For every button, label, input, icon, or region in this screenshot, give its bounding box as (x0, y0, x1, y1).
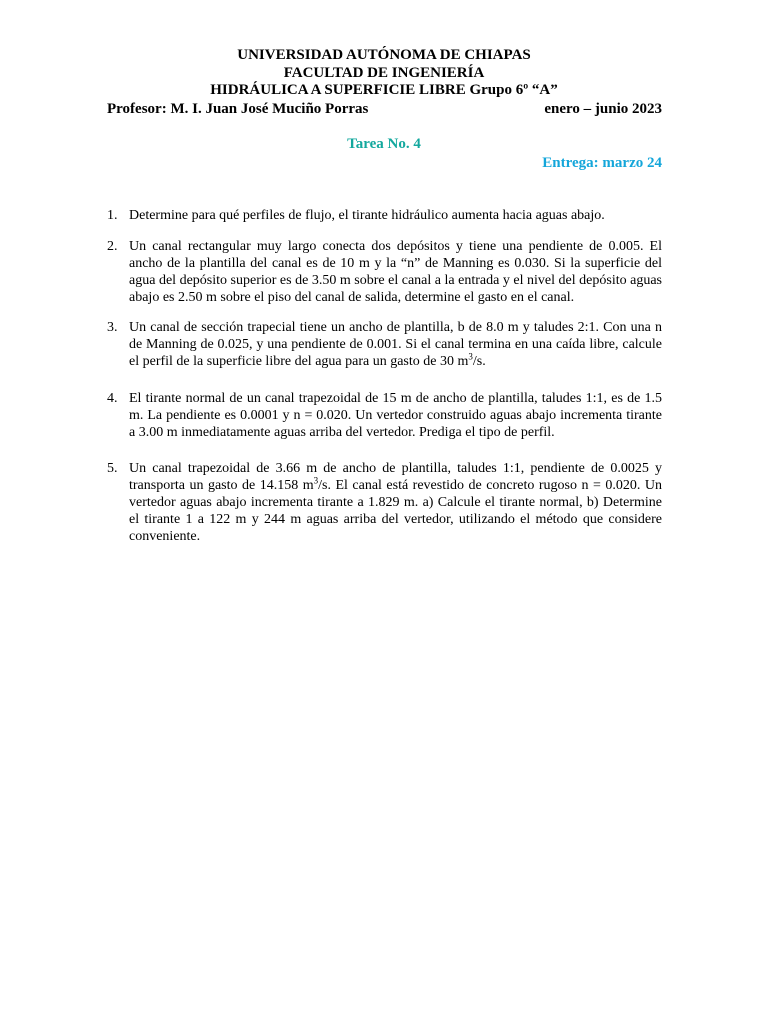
question-text-tail: /s. (472, 354, 486, 369)
superscript-cube: 3 (313, 475, 319, 486)
question-item (107, 207, 662, 224)
question-text-main: Un canal de sección trapecial tiene un ancho de plantilla, b de 8.0 m y taludes 2:1. Con una n de Manning de 0.025, y una pendiente de 0.001. Si el canal termina en una caída libre, calcule el perfil de la superficie libre del agua para un gasto de 30 m (129, 320, 662, 369)
professor-name: Profesor: M. I. Juan José Muciño Porras (107, 101, 369, 117)
university-name: UNIVERSIDAD AUTÓNOMA DE CHIAPAS (237, 47, 531, 63)
question-text (129, 319, 662, 370)
question-item (107, 238, 662, 306)
question-text-main: Un canal trapezoidal de 3.66 m de ancho de plantilla, taludes 1:1, pendiente de 0.0025 y transporta un gasto de 14.158 m (129, 461, 662, 493)
question-number: 1. (107, 208, 118, 223)
superscript-cube: 3 (468, 351, 473, 362)
question-item (107, 390, 662, 441)
question-number: 4. (107, 391, 118, 406)
question-number: 2. (107, 239, 118, 254)
document-header (0, 47, 768, 100)
question-item (107, 319, 662, 370)
faculty-name: FACULTAD DE INGENIERÍA (283, 64, 485, 81)
question-text-tail: /s. El canal está revestido de concreto rugoso n = 0.020. Un vertedor aguas abajo incrementa tirante a 1.829 m. a) Calcule el tirante normal, b) Determine el tirante 1 a 122 m y 244 m aguas arriba del vertedor, utilizando el método que considere conveniente. (129, 478, 662, 544)
academic-period: enero – junio 2023 (544, 101, 662, 117)
question-text (129, 460, 662, 545)
question-number: 5. (107, 461, 118, 476)
question-item (107, 460, 662, 545)
question-number: 3. (107, 320, 118, 335)
question-text: Un canal rectangular muy largo conecta dos depósitos y tiene una pendiente de 0.005. El ancho de la plantilla del canal es de 10 m y la “n” de Manning es 0.030. Si la superficie del agua del depósito superior es de 3.50 m sobre el canal a la entrada y el nivel del depósito aguas abajo es 2.50 m sobre el piso del canal de salida, determine el gasto en el canal. (129, 239, 662, 305)
question-list (107, 207, 662, 545)
assignment-title: Tarea No. 4 (347, 136, 421, 152)
question-text: Determine para qué perfiles de flujo, el tirante hidráulico aumenta hacia aguas abajo. (129, 208, 605, 223)
due-date: Entrega: marzo 24 (542, 155, 662, 171)
question-text: El tirante normal de un canal trapezoidal de 15 m de ancho de plantilla, taludes 1:1, es de 1.5 m. La pendiente es 0.0001 y n = 0.020. Un vertedor construido aguas abajo incrementa tirante a 3.00 m inmediatamente aguas arriba del vertedor. Prediga el tipo de perfil. (129, 391, 662, 440)
course-name: HIDRÁULICA A SUPERFICIE LIBRE Grupo 6º “A” (210, 82, 558, 98)
